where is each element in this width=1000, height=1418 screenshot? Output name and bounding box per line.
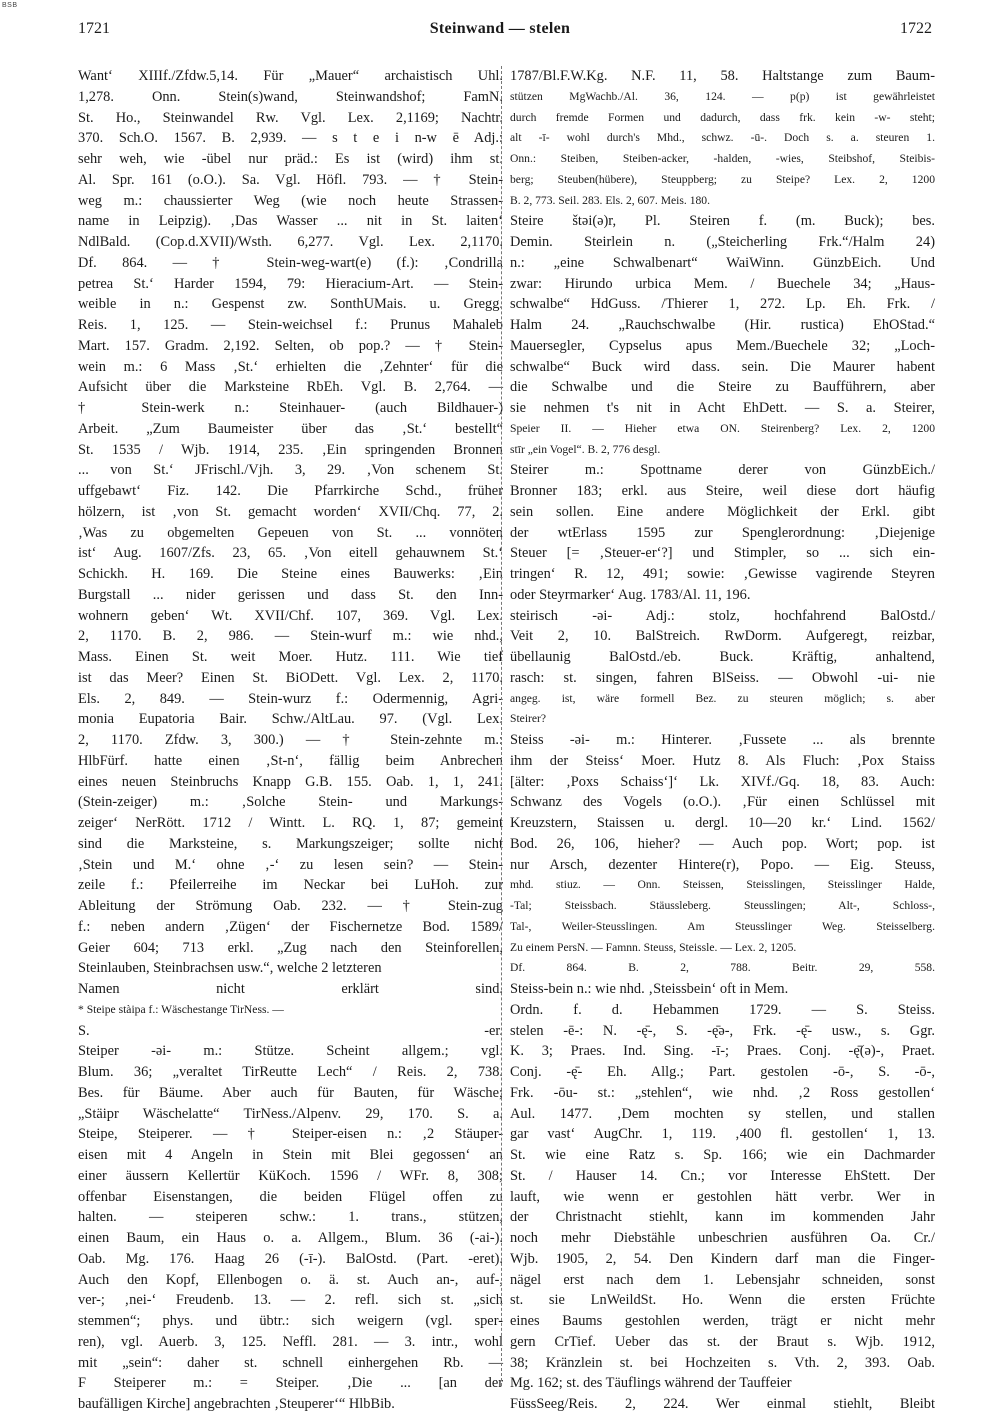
text-line: baufälligen Kirche] angebrachten ‚Steuperer‘“ HlbBib. bbox=[78, 1396, 395, 1412]
text-line: Speier II. — Hieher etwa ON. Steirenberg? Lex. 2, 1200 bbox=[510, 421, 935, 435]
text-line: Burgstall ... nider gerissen und dass St. den Inn- bbox=[78, 586, 503, 603]
text-line: Al. Spr. 161 (o.O.). Sa. Vgl. Höfl. 793. — † Stein- bbox=[78, 171, 503, 188]
text-line: schwalbe“ HdGuss. /Thierer 1, 272. Lp. Eh. Frk. / bbox=[510, 296, 935, 313]
text-line: Oab. Mg. 176. Haag 26 (-ī-). BalOstd. (Part. -eret). bbox=[78, 1250, 503, 1267]
text-line: Reis. 1, 125. — Stein-weichsel f.: Prunus Mahaleb bbox=[78, 317, 503, 333]
text-line: Steirer m.: Spottname derer von GünzbEich./ bbox=[510, 462, 935, 479]
text-line: ihm der Steiss‘ Moer. Hutz 8. Als Fluch: ‚Pox Staiss bbox=[510, 752, 935, 769]
text-line: 2, 1170. B. 2, 986. — Stein-wurf m.: wie nhd., bbox=[78, 628, 503, 645]
text-line: schwalbe“ Buck wird dass. sein. Die Maurer habent bbox=[510, 358, 935, 375]
text-line: petrea St.‘ Harder 1594, 79: Hieracium-Art. — Stein- bbox=[78, 275, 503, 292]
text-line: weible in n.: Gespenst zw. SonthUMais. u. Gregg. bbox=[78, 296, 503, 313]
text-line: zwar: Hirundo urbica Mem. / Buechele 34; „Haus- bbox=[510, 275, 935, 292]
text-line: FüssSeeg/Reis. 2, 224. Wer einmal stiehlt, Bleibt bbox=[510, 1396, 935, 1412]
text-line: NdlBald. (Cop.d.XVII)/Wsth. 6,277. Vgl. Lex. 2,1170. bbox=[78, 234, 503, 250]
text-line: monia Eupatoria Bair. Schw./AltLau. 97. (Vgl. Lex. bbox=[78, 711, 503, 728]
text-line: ren), vgl. Auerb. 3, 125. Neffl. 281. — 3. intr., wohl bbox=[78, 1333, 503, 1350]
text-line: mhd. stiuz. — Onn. Steissen, Steisslingen, Steisslinger Halde, bbox=[510, 878, 935, 892]
text-line: halten. — steiperen schw.: 1. trans., stützen, bbox=[78, 1209, 503, 1226]
text-line: berg; Steuben(hübere), Steuppberg; zu Steipe? Lex. 2, 1200 bbox=[510, 172, 935, 186]
text-line: tringen‘ R. 12, 491; sowie: ‚Gewisse vagirende Steyren bbox=[510, 566, 935, 582]
text-line: Kreuzstern, Staissen u. dergl. 10—20 kr.‘ Lind. 1562/ bbox=[510, 815, 935, 831]
text-line: Auch den Kopf, Ellenbogen o. ä. st. Auch an-, auf-, bbox=[78, 1271, 503, 1288]
text-line: Conj. -ę̄- Eh. Allg.; Part. gestolen -ō-, S. -ō-, bbox=[510, 1064, 935, 1080]
text-line: B. 2, 773. Seil. 283. Els. 2, 607. Meis. 180. bbox=[510, 193, 710, 207]
text-line: eines Baums gestohlen werden, trägt er nicht mehr bbox=[510, 1313, 935, 1329]
text-line: Bes. für Bäume. Aber auch für Bauten, für Wäsche; bbox=[78, 1084, 503, 1101]
text-line: Mass. Einen St. weit Moer. Hutz. 111. Wie tief bbox=[78, 649, 503, 665]
text-line: Els. 2, 849. — Stein-wurz f.: Odermennig, Agri- bbox=[78, 690, 503, 707]
text-line: Frk. -ōu- st.: „stehlen“, wie nhd. ‚2 Ross gestollen‘ bbox=[510, 1084, 935, 1101]
text-line: Onn.: Steiben, Steiben-acker, -halden, -wies, Steibshof, Steibis- bbox=[510, 152, 935, 165]
text-line: Steiper -əi- m.: Stütze. Scheint allgem.; vgl. bbox=[78, 1043, 503, 1060]
text-line: Geier 604; 713 erkl. „Zug nach den Steinforellen, bbox=[78, 939, 503, 956]
text-line: wohnern geben‘ Wt. XVII/Chf. 107, 369. Vgl. Lex. bbox=[78, 607, 503, 624]
text-line: Bod. 26, 106, hieher? — Auch pop. Wort; pop. ist bbox=[510, 835, 935, 852]
text-line: ‚Was zu obgemelten Gepeuen von St. ... vonnöten bbox=[78, 524, 503, 541]
text-line: rasch: st. singen, fahren BlSeiss. — Obwohl -ui- nie bbox=[510, 669, 935, 686]
text-line: Halm 24. „Rauchschwalbe (Hir. rustica) EhOStad.“ bbox=[510, 317, 935, 333]
text-line: ist das Meer? Einen St. BiODett. Vgl. Lex. 2, 1170. bbox=[78, 669, 503, 686]
text-line: „Stäipr Wäschelatte“ TirNess./Alpenv. 29, 170. S. a. bbox=[78, 1105, 503, 1122]
text-line: noch mehr Diebstähle unbeschrien ausführen Oa. Cr./ bbox=[510, 1230, 935, 1246]
text-line: der Christnacht stiehlt, kann im kommenden Jahr bbox=[510, 1209, 935, 1226]
text-line: 38; Kränzlein st. bei Hochzeiten s. Vth. 2, 393. Oab. bbox=[510, 1354, 935, 1371]
text-line: sein sollen. Eine andere Möglichkeit der Erkl. gibt bbox=[510, 503, 935, 520]
text-line: der wtErlass 1595 zur Spenglerordnung: ‚Diejenige bbox=[510, 524, 935, 541]
text-line: st. sie LnWeildSt. Ho. Wenn die ersten Früchte bbox=[510, 1292, 935, 1309]
text-line: gar vast‘ AugChr. 1, 119. ‚400 fl. gestollen‘ 1, 13. bbox=[510, 1126, 935, 1143]
text-line: oder Steyrmarker‘ Aug. 1783/Al. 11, 196. bbox=[510, 586, 751, 603]
text-line: wein m.: 6 Mass ‚St.‘ erhielten die ‚Zehnter‘ für die bbox=[78, 358, 503, 375]
text-line: ‚Stein und M.‘ ohne ‚-‘ zu lesen sein? — Stein- bbox=[78, 856, 503, 873]
text-line: 1787/Bl.F.W.Kg. N.F. 11, 58. Haltstange zum Baum- bbox=[510, 68, 935, 84]
text-line: 1,278. Onn. Stein(s)wand, Steinwandshof; FamN. bbox=[78, 88, 503, 105]
text-line: -Tal; Steissbach. Stäussleberg. Steusslingen; Alt-, Schloss-, bbox=[510, 899, 935, 912]
page-number-right: 1722 bbox=[900, 20, 932, 37]
text-line: [älter: ‚Poxs Schaiss‘]‘ Lk. XIVf./Gq. 18, 83. Auch: bbox=[510, 773, 935, 790]
text-line: n.: „eine Schwalbenart“ WaiWinn. GünzbEich. Und bbox=[510, 254, 935, 271]
text-line: steirisch -əi- Adj.: stolz, hochfahrend BalOstd./ bbox=[510, 607, 935, 624]
text-line: St. 1535 / Wjb. 1914, 235. ‚Ein springenden Bronnen bbox=[78, 441, 503, 458]
text-line: Steiss -əi- m.: Hinterer. ‚Fussete ... als brennte bbox=[510, 732, 935, 748]
text-line: HlbFürf. hatte einen ‚St-n‘, fällig beim Anbrechen bbox=[78, 752, 503, 769]
text-line: Schwanz des Vogels (o.O.). ‚Für einen Schlüssel mit bbox=[510, 794, 935, 811]
text-line: (Stein-zeiger) m.: ‚Solche Stein- und Markungs- bbox=[78, 794, 503, 811]
text-line: St. wie eine Ratz s. Sp. 166; wie ein Dachmarder bbox=[510, 1147, 935, 1163]
text-line: Blum. 36; „veraltet TirReutte Lech“ / Reis. 2, 738. bbox=[78, 1064, 503, 1080]
text-line: Ordn. f. d. Hebammen 1729. — S. Steiss. bbox=[510, 1001, 935, 1018]
text-line: 370. Sch.O. 1567. B. 2,939. — s t e i n-w ē Adj.: bbox=[78, 130, 503, 147]
text-line: mit „sein“: daher st. schnell einhergehen Rb. — bbox=[78, 1354, 503, 1371]
text-line: einen Baum, ein Haus o. a. Allgem., Blum. 36 (-ai-). bbox=[78, 1230, 503, 1246]
text-line: K. 3; Praes. Ind. Sing. -ī-; Praes. Conj. -ę̄(ə)-, Praet. bbox=[510, 1043, 935, 1060]
right-column bbox=[510, 66, 935, 1415]
running-title: Steinwand — stelen bbox=[429, 20, 571, 37]
text-line: die Schwalbe und die Steire zu Baufführern, aber bbox=[510, 379, 935, 396]
text-line: Arbeit. „Zum Baumeister über das ‚St.‘ bestellt“ bbox=[78, 420, 503, 437]
text-line: angeg. ist, wäre formell Bez. zu steuren möglich; s. aber bbox=[510, 691, 935, 705]
text-line: stützen MgWachb./Al. 36, 124. — p(p) ist gewährleistet bbox=[510, 89, 935, 103]
text-line: übellaunig BalOstd./eb. Buck. Kräftig, anhaltend, bbox=[510, 649, 935, 665]
text-line: S. -er. bbox=[78, 1022, 503, 1039]
text-line: * Steipe stàipa f.: Wäschestange TirNess. — bbox=[78, 1002, 284, 1016]
text-line: lauft, wie wenn er gestohlen hätt verbr. Wer in bbox=[510, 1188, 935, 1205]
text-line: Bronner 183; erkl. aus Steire, weil diese dort häufig bbox=[510, 483, 935, 499]
text-line: Steipe, Steiperer. — † Steiper-eisen n.: ‚2 Stäuper- bbox=[78, 1126, 503, 1143]
text-line: Zu einem PersN. — Famnn. Steuss, Steissle. — Lex. 2, 1205. bbox=[510, 940, 797, 954]
text-line: sie nehmen t's nit in Acht EhDett. — S. a. Steirer, bbox=[510, 400, 935, 416]
text-line: Tal-, Weiler-Steusslingen. Am Steusslinger Weg. Steisselberg. bbox=[510, 919, 935, 933]
text-line: alt -ī- wohl durch's Mhd., schwz. -ū-. Doch s. a. steuren 1. bbox=[510, 131, 935, 145]
text-line: 2, 1170. Zfdw. 3, 300.) — † Stein-zehnte m.: bbox=[78, 732, 503, 748]
text-line: gern CrTief. Ueber das st. der Braut s. Wjb. 1912, bbox=[510, 1333, 935, 1350]
text-line: Steiss-bein n.: wie nhd. ‚Steissbein‘ oft in Mem. bbox=[510, 981, 789, 997]
text-line: stīr „ein Vogel“. B. 2, 776 desgl. bbox=[510, 442, 661, 456]
text-line: ver-; ‚nei-‘ Freudenb. 13. — 2. refl. sich st. „sich bbox=[78, 1292, 503, 1309]
text-line: weg m.: chaussierter Weg (wie noch heute Strassen- bbox=[78, 192, 503, 209]
text-line: sehr weh, wie -übel nur präd.: Es ist (wird) ihm st. bbox=[78, 151, 503, 167]
text-line: ... von St.‘ JFrischl./Vjh. 3, 29. ‚Von schenem St. bbox=[78, 462, 503, 479]
text-line: Veit 2, 10. BalStreich. RwDorm. Aufgeregt, reizbar, bbox=[510, 628, 935, 645]
text-line: f.: neben andern ‚Zügen‘ der Fischernetze Bod. 1589/ bbox=[78, 918, 503, 935]
text-line: Mart. 157. Gradm. 2,192. Selten, ob pop.? — † Stein- bbox=[78, 337, 503, 354]
text-line: St. / Hauser 14. Cn.; vor Interesse EhStett. Der bbox=[510, 1167, 935, 1184]
text-line: Aul. 1477. ‚Dem mochten sy stellen, und stallen bbox=[510, 1105, 935, 1122]
text-line: Ableitung der Strömung Oab. 232. — † Stein-zug bbox=[78, 898, 503, 914]
text-line: eines neuen Steinbruchs Knapp G.B. 155. Oab. 1, 1, 241. bbox=[78, 773, 503, 790]
text-line: Mg. 162; st. des Täuflings während der Tauffeier bbox=[510, 1375, 792, 1392]
text-line: eisen mit 4 Angeln in Stein mit Blei gegossen‘ an bbox=[78, 1147, 503, 1163]
text-line: zeile f.: Pfeilerreihe im Neckar bei LuHoh. zur bbox=[78, 877, 503, 894]
text-line: stemmen“; phys. und übtr.: sich weigern (vgl. sper- bbox=[78, 1313, 503, 1329]
text-line: Mauersegler, Cypselus apus Mem./Buechele 32; „Loch- bbox=[510, 337, 935, 354]
library-stamp: BSB bbox=[2, 2, 18, 9]
page-number-left: 1721 bbox=[78, 20, 110, 37]
text-line: Aufsicht über die Marksteine RbEh. Vgl. B. 2,764. — bbox=[78, 379, 503, 396]
text-line: einer äussern Kellertür KüKoch. 1596 / WFr. 8, 308; bbox=[78, 1167, 503, 1184]
text-line: † Stein-werk n.: Steinhauer- (auch Bildhauer-) bbox=[78, 400, 503, 416]
text-line: durch fremde Formen und dadurch, dass frk. kein -w- steht; bbox=[510, 110, 935, 124]
text-line: Wjb. 1905, 2, 54. Den Kindern darf man die Finger- bbox=[510, 1250, 935, 1267]
text-line: Schickh. H. 169. Die Steine eines Bauwerks: ‚Ein bbox=[78, 566, 503, 582]
text-line: F Steiperer m.: = Steiper. ‚Die ... [an der bbox=[78, 1375, 503, 1392]
text-line: Steinlauben, Steinbrachsen usw.“, welche 2 letzteren bbox=[78, 960, 382, 977]
text-line: Demin. Steirlein n. („Steicherling Frk.“/Halm 24) bbox=[510, 234, 935, 250]
text-line: sind die Marksteine, s. Markungszeiger; sollte nicht bbox=[78, 835, 503, 852]
text-line: Df. 864. B. 2, 788. Beitr. 29, 558. bbox=[510, 961, 935, 975]
text-line: Steuer [= ‚Steuer-er‘?] und Stimpler, so ... sich ein- bbox=[510, 545, 935, 562]
text-line: zeiger‘ NerRött. 1712 / Wintt. L. RQ. 1, 87; gemeint bbox=[78, 815, 503, 831]
text-line: offenbar Eisenstangen, die beiden Flügel offen zu bbox=[78, 1188, 503, 1205]
text-line: uffgebawt‘ Fiz. 142. Die Pfarrkirche Schd., früher bbox=[78, 483, 503, 499]
text-line: Steirer? bbox=[510, 712, 547, 726]
text-line: St. Ho., Steinwandel Rw. Vgl. Lex. 2,1169; Nachtr. bbox=[78, 109, 503, 126]
text-line: Df. 864. — † Stein-weg-wart(e) (f.): ‚Condrilla bbox=[78, 254, 503, 271]
text-line: nur Arsch, dezenter Hintere(r), Popo. — Eig. Steuss, bbox=[510, 856, 935, 873]
text-line: stelen -ē-: N. -ę̄-, S. -ę̄ə-, Frk. -ę̄- usw., s. Ggr. bbox=[510, 1022, 935, 1039]
text-line: Want‘ XIIIf./Zfdw.5,14. Für „Mauer“ archaistisch Uhl. bbox=[78, 68, 503, 84]
column-divider bbox=[501, 66, 502, 1386]
left-column bbox=[78, 66, 503, 1415]
page-header bbox=[0, 18, 1000, 46]
text-line: hölzern, ist ‚von St. gemacht worden‘ XVII/Chq. 77, 2. bbox=[78, 503, 503, 520]
text-line: Namen nicht erklärt sind. bbox=[78, 981, 503, 997]
text-line: ist‘ Aug. 1607/Zfs. 23, 65. ‚Von eitell gehauwnem St.‘ bbox=[78, 545, 503, 562]
text-line: name in Leipzig). ‚Das Wasser ... nit in St. laiten‘ bbox=[78, 213, 503, 230]
text-line: Steire štəi(ə)r, Pl. Steiren f. (m. Buck); bes. bbox=[510, 213, 935, 230]
text-line: nägel erst nach dem 1. Lebensjahr schneiden, sonst bbox=[510, 1271, 935, 1288]
